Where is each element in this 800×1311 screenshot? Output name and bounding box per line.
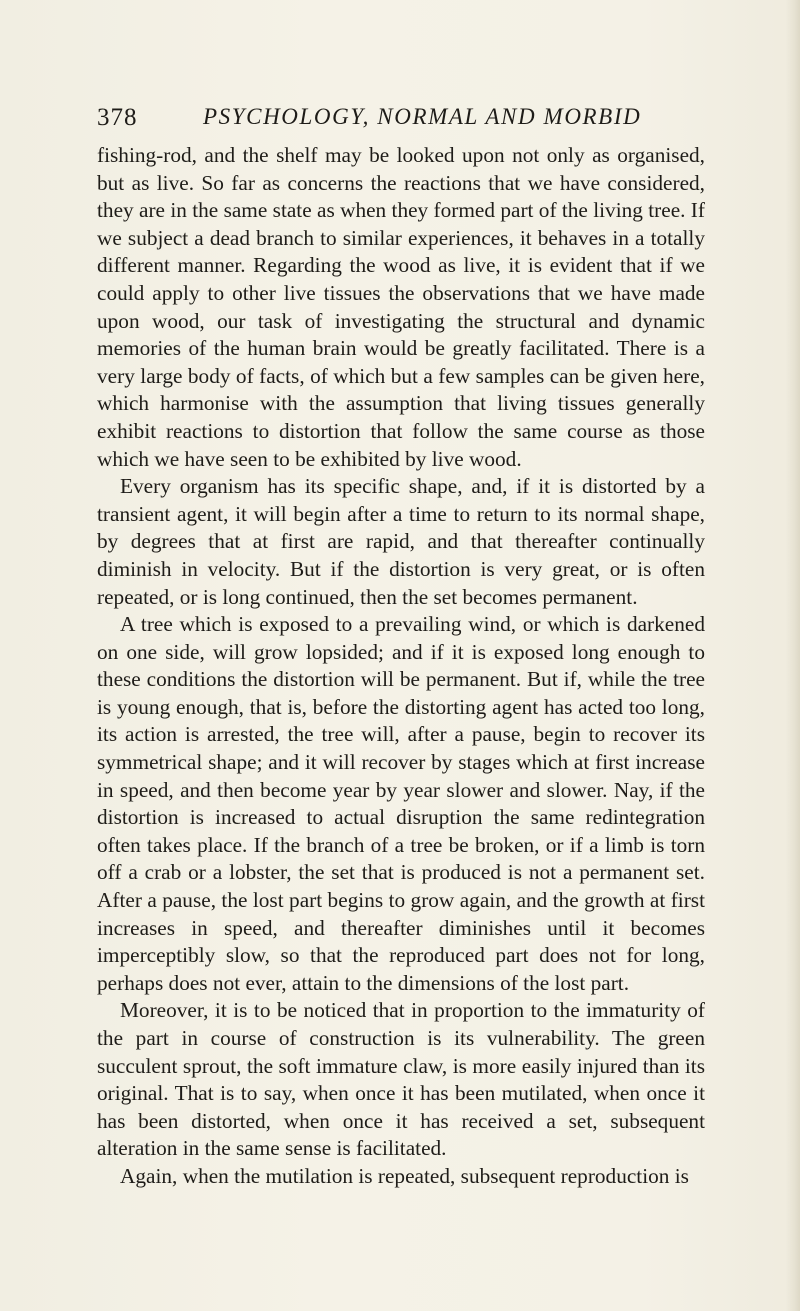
paragraph-truncated: Again, when the mutilation is repeated, subsequent reproduction is xyxy=(120,1163,689,1188)
running-head: PSYCHOLOGY, NORMAL AND MORBID xyxy=(203,104,642,129)
page-edge-shadow xyxy=(786,0,800,1311)
page-header xyxy=(97,100,707,140)
paragraph: Moreover, it is to be noticed that in proportion to the immaturity of the part in course of construction is its vulnerability. The green succulent sprout, the soft immature claw, is more easily injured than its original. That is to say, when once it has been mutilated, when once it has been distorted, when once it has received a set, subsequent alteration in the same sense is facilitated. xyxy=(97,998,705,1161)
page-number: 378 xyxy=(97,104,138,131)
paragraph: Every organism has its specific shape, and, if it is distorted by a transient agent, it will begin after a time to return to its normal shape, by degrees that at first are rapid, and that thereafter continually diminish in velocity. But if the distortion is very great, or is often repeated, or is long continued, then the set becomes permanent. xyxy=(97,474,705,609)
paragraph-continuation: fishing-rod, and the shelf may be looked upon not only as organised, but as live. So far as concerns the reactions that we have considered, they are in the same state as when they formed part of the living tree. If we subject a dead branch to similar experiences, it behaves in a totally different manner. Regarding the wood as live, it is evident that if we could apply to other live tissues the observations that we have made upon wood, our task of investigating the structural and dynamic memories of the human brain would be greatly facilitated. There is a very large body of facts, of which but a few samples can be given here, which harmonise with the assumption that living tissues generally exhibit reactions to distortion that follow the same course as those which we have seen to be exhibited by live wood. xyxy=(97,143,705,471)
paragraph: A tree which is exposed to a prevailing wind, or which is darkened on one side, will grow lopsided; and if it is exposed long enough to these conditions the distortion will be permanent. But if, while the tree is young enough, that is, before the distorting agent has acted too long, its action is arrested, the tree will, after a pause, begin to recover its symmetrical shape; and it will recover by stages which at first increase in speed, and then become year by year slower and slower. Nay, if the distortion is increased to actual disruption the same redintegration often takes place. If the branch of a tree be broken, or if a limb is torn off a crab or a lobster, the set that is produced is not a permanent set. After a pause, the lost part begins to grow again, and the growth at first increases in speed, and thereafter diminishes until it becomes imperceptibly slow, so that the reproduced part does not for long, perhaps does not ever, attain to the dimensions of the lost part. xyxy=(97,612,705,995)
body-text xyxy=(97,142,705,1191)
